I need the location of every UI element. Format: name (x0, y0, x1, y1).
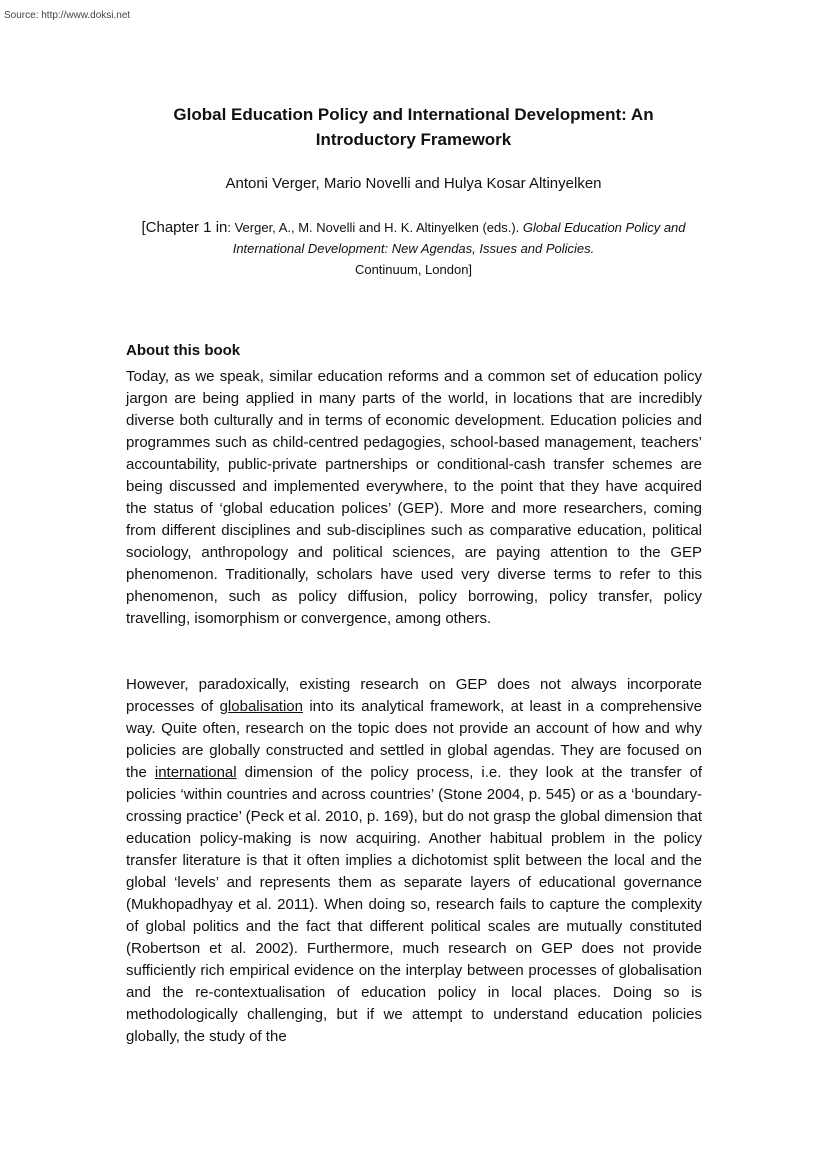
underlined-term-international: international (154, 764, 237, 781)
section-heading: About this book (126, 342, 241, 359)
citation-book-title: Global Education Policy and International Development: New Agendas, Issues and Policies. (232, 220, 686, 256)
title-line-1: Global Education Policy and International Development: An (173, 105, 654, 124)
body-paragraph-1: Today, as we speak, similar education reforms and a common set of education policy jargon are being applied in many parts of the world, in locations that are incredibly diverse both culturally and in terms of economic development. Education policies and programmes such as child-centred pedagogies, school-based management, teachers’ accountability, public-private partnerships or conditional-cash transfer schemes are being discussed and implemented everywhere, to the point that they have acquired the status of ‘global education polices’ (GEP). More and more researchers, coming from different disciplines and sub-disciplines such as comparative education, political sociology, anthropology and political sciences, are paying attention to the GEP phenomenon. Traditionally, scholars have used very diverse terms to refer to this phenomenon, such as policy diffusion, policy borrowing, policy transfer, policy travelling, isomorphism or convergence, among others. (126, 368, 702, 627)
paragraph-2-part-2: into its analytical framework, at least in a comprehensive way. Quite often, research on the topic does not provide an account of how and why policies are globally constructed and settled in global agendas. They are focused on the (126, 698, 702, 781)
citation-publisher: Continuum, London] (354, 262, 473, 277)
citation-prefix: [Chapter 1 in (141, 219, 228, 236)
paragraph-2-part-3: dimension of the policy process, i.e. they look at the transfer of policies ‘within countries and across countries’ (Stone 2004, p. 545) or as a ‘boundary-crossing practice’ (Peck et al. 2010, p. 169), but do not grasp the global dimension that education policy-making is now acquiring. Another habitual problem in the policy transfer literature is that it often implies a dichotomist split between the local and the global ‘levels’ and represents them as separate layers of educational governance (Mukhopadhyay et al. 2011). When doing so, research fails to capture the complexity of global politics and the fact that different political scales are mutually constituted (Robertson et al. 2002). Furthermore, much research on GEP does not provide sufficiently rich empirical evidence on the interplay between processes of globalisation and the re-contextualisation of education policy in local places. Doing so is methodologically challenging, but if we attempt to understand education policies globally, the study of the (126, 764, 702, 1045)
authors: Antoni Verger, Mario Novelli and Hulya Kosar Altinyelken (225, 175, 602, 192)
source-url: Source: http://www.doksi.net (4, 10, 131, 21)
title-line-2: Introductory Framework (315, 130, 512, 149)
citation-editors: : Verger, A., M. Novelli and H. K. Altinyelken (eds.). (227, 220, 523, 235)
paragraph-2-part-1: However, paradoxically, existing research on GEP does not always incorporate processes of (126, 676, 702, 715)
citation (120, 217, 707, 280)
body-paragraph-2 (126, 674, 702, 1048)
underlined-term-globalisation: globalisation (219, 698, 303, 715)
document-title (110, 102, 717, 152)
